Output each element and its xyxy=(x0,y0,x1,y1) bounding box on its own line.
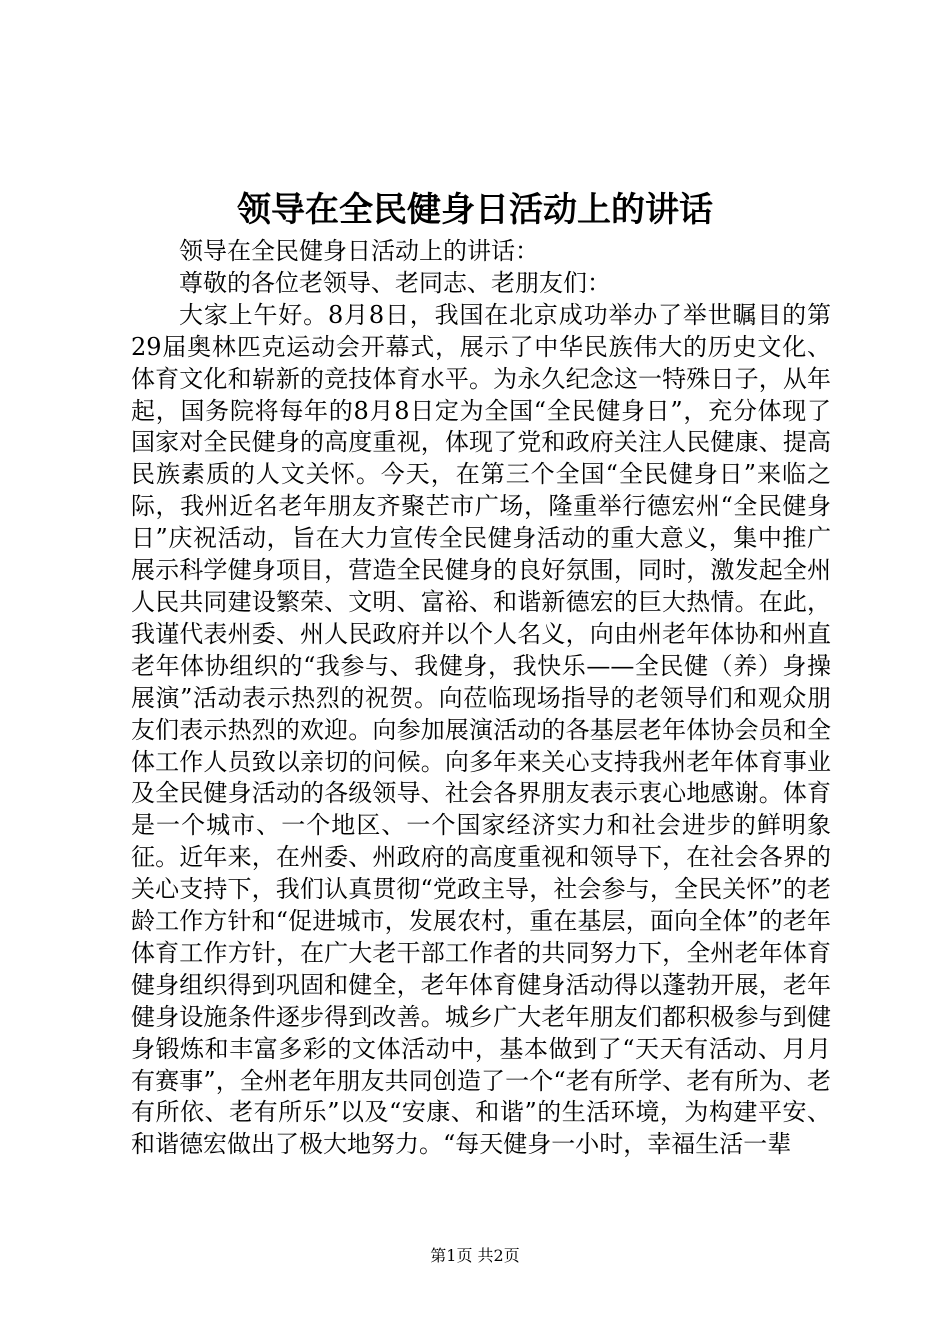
body-paragraph: 大家上午好。8月8日，我国在北京成功举办了举世瞩目的第29届奥林匹克运动会开幕式，展示了中华民族伟大的历史文化、体育文化和崭新的竞技体育水平。为永久纪念这一特殊日子，从年起，国务院将每年的8月8日定为全国“全民健身日”，充分体现了国家对全民健身的高度重视，体现了党和政府关注人民健康、提高民族素质的人文关怀。今天，在第三个全国“全民健身日”来临之际，我州近名老年朋友齐聚芒市广场，隆重举行德宏州“全民健身日”庆祝活动，旨在大力宣传全民健身活动的重大意义，集中推广展示科学健身项目，营造全民健身的良好氛围，同时，激发起全州人民共同建设繁荣、文明、富裕、和谐新德宏的巨大热情。在此，我谨代表州委、州人民政府并以个人名义，向由州老年体协和州直老年体协组织的“我参与、我健身，我快乐——全民健（养）身操展演”活动表示热烈的祝贺。向莅临现场指导的老领导们和观众朋友们表示热烈的欢迎。向参加展演活动的各基层老年体协会员和全体工作人员致以亲切的问候。向多年来关心支持我州老年体育事业及全民健身活动的各级领导、社会各界朋友表示衷心地感谢。体育是一个城市、一个地区、一个国家经济实力和社会进步的鲜明象征。近年来，在州委、州政府的高度重视和领导下，在社会各界的关心支持下，我们认真贯彻“党政主导，社会参与，全民关怀”的老龄工作方针和“促进城市，发展农村，重在基层，面向全体”的老年体育工作方针，在广大老干部工作者的共同努力下，全州老年体育健身组织得到巩固和健全，老年体育健身活动得以蓬勃开展，老年健身设施条件逐步得到改善。城乡广大老年朋友们都积极参与到健身锻炼和丰富多彩的文体活动中，基本做到了“天天有活动、月月有赛事”，全州老年朋友共同创造了一个“老有所学、老有所为、老有所依、老有所乐”以及“安康、和谐”的生活环境，为构建平安、和谐德宏做出了极大地努力。“每天健身一小时，幸福生活一辈 xyxy=(131,300,831,1159)
document-body xyxy=(131,236,831,1161)
salutation: 尊敬的各位老领导、老同志、老朋友们： xyxy=(179,268,611,297)
document-title: 领导在全民健身日活动上的讲话 xyxy=(237,190,713,230)
opening-line: 领导在全民健身日活动上的讲话： xyxy=(179,237,539,265)
page-number-footer: 第1页 共2页 xyxy=(430,1246,520,1265)
